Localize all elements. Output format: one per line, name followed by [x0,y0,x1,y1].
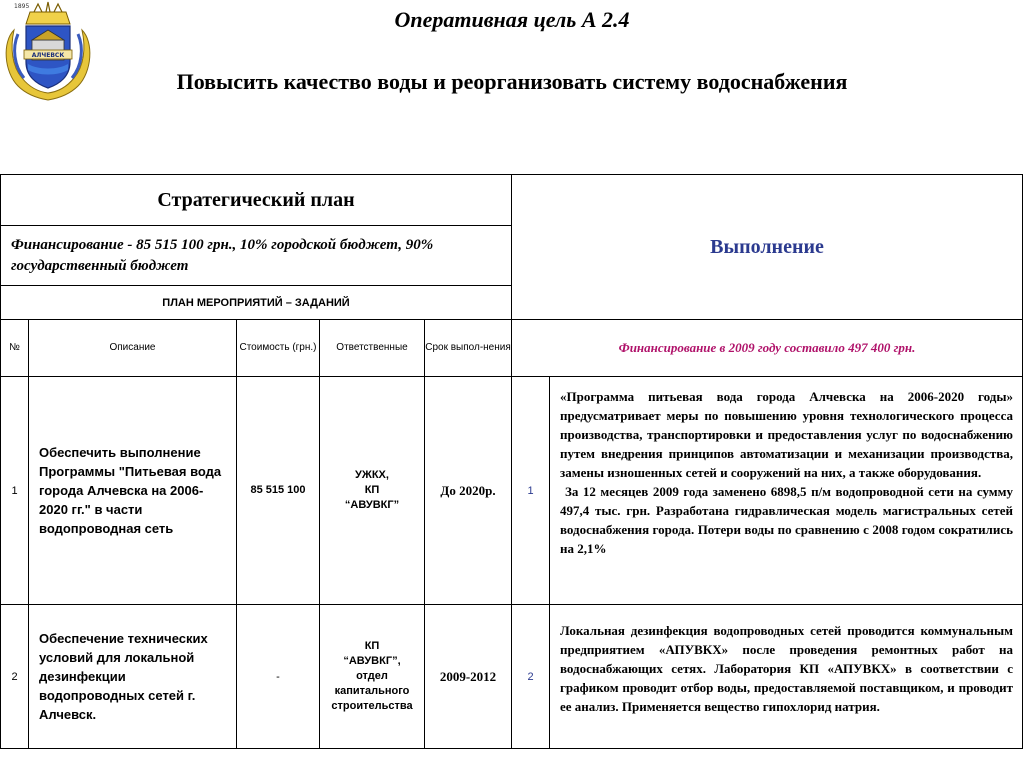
column-header-term: Срок выпол-нения [425,320,512,377]
table-row [1,605,1023,749]
row-term: До 2020р. [425,377,512,605]
action-plan-table [0,174,1023,749]
execution-header: Выполнение [512,175,1023,320]
row-cost: - [237,605,320,749]
strategic-plan-header: Стратегический план [1,175,512,226]
row-number: 2 [1,605,29,749]
column-header-responsible: Ответственные [320,320,425,377]
execution-number: 1 [512,377,550,605]
svg-text:АЛЧЕВСК: АЛЧЕВСК [31,52,65,59]
row-responsible: КП “АВУВКГ”, отдел капитального строительства [320,605,425,749]
financing-total: Финансирование - 85 515 100 грн., 10% городской бюджет, 90% государственный бюджет [1,226,512,286]
table-row [1,377,1023,605]
svg-text:1895: 1895 [14,3,30,10]
goal-title: Оперативная цель А 2.4 [394,7,630,32]
goal-subtitle: Повысить качество воды и реорганизовать систему водоснабжения [176,69,848,94]
column-header-description: Описание [29,320,237,377]
column-header-cost: Стоимость (грн.) [237,320,320,377]
execution-paragraph: «Программа питьевая вода города Алчевска на 2006-2020 годы» предусматривает меры по повышению уровня технологического процесса производства, транспортировки и предоставления услуг по водоснабжению путем внедрения принципов автоматизации и механизации производства, замены изношенных сетей и сооружений на них, а также оборудования. [560,389,1013,480]
execution-paragraph: Локальная дезинфекция водопроводных сетей проводится коммунальным предприятием «АПУВКХ» после проведения ремонтных работ на водоснабжающих сетях. Лаборатория КП «АПУВКХ» в соответствии с графиком проводит отбор воды, предоставляемой поставщиком, и проводит ее анализ. Применяется вещество гипохлорид натрия. [560,623,1013,714]
financing-2009: Финансирование в 2009 году составило 497 400 грн. [512,320,1023,377]
plan-label: ПЛАН МЕРОПРИЯТИЙ – ЗАДАНИЙ [1,286,512,320]
execution-text [550,605,1023,749]
execution-number: 2 [512,605,550,749]
execution-paragraph: За 12 месяцев 2009 года заменено 6898,5 п/м водопроводной сети на сумму 497,4 тыс. грн. Разработана гидравлическая модель магистральных сетей водоснабжения города. Потери воды по сравнению с 2008 годом сократились на 2,1% [560,484,1013,556]
row-cost: 85 515 100 [237,377,320,605]
row-number: 1 [1,377,29,605]
row-responsible: УЖКХ, КП “АВУВКГ” [320,377,425,605]
row-description: Обеспечение технических условий для локальной дезинфекции водопроводных сетей г. Алчевск. [29,605,237,749]
column-header-number: № [1,320,29,377]
row-description: Обеспечить выполнение Программы "Питьевая вода города Алчевска на 2006-2020 гг." в части водопроводная сеть [29,377,237,605]
execution-text [550,377,1023,605]
row-term: 2009-2012 [425,605,512,749]
